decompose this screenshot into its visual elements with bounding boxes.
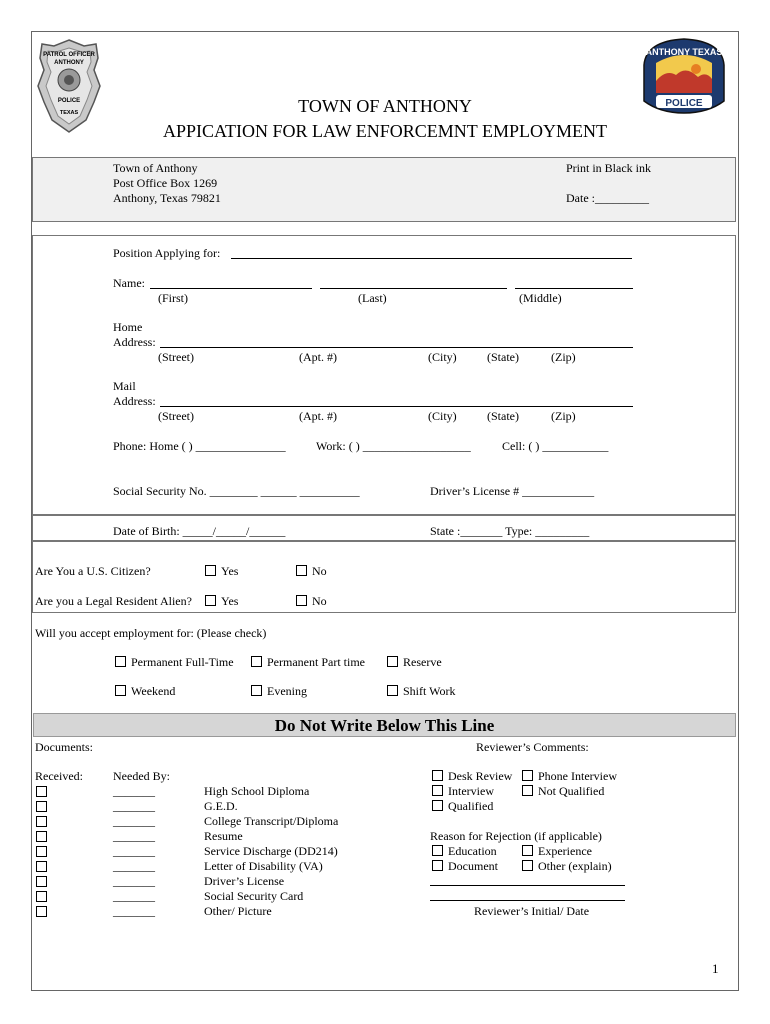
needed-by-line[interactable]: _______: [113, 874, 155, 888]
other-explain-label: Other (explain): [538, 859, 612, 873]
resident-no-checkbox[interactable]: [296, 595, 307, 606]
address-line3: Anthony, Texas 79821: [113, 191, 221, 205]
home-zip-label: (Zip): [551, 350, 576, 364]
experience-label: Experience: [538, 844, 592, 858]
phone-interview-checkbox[interactable]: [522, 770, 533, 781]
home-state-label: (State): [487, 350, 519, 364]
doc-item: College Transcript/Diploma: [204, 814, 339, 828]
home-city-label: (City): [428, 350, 457, 364]
first-label: (First): [158, 291, 188, 305]
do-not-write-banner: [33, 713, 736, 737]
received-checkbox[interactable]: [36, 801, 47, 812]
desk-review-label: Desk Review: [448, 769, 513, 783]
not-qualified-label: Not Qualified: [538, 784, 605, 798]
last-name-line[interactable]: [320, 288, 507, 289]
received-checkbox[interactable]: [36, 846, 47, 857]
qualified-checkbox[interactable]: [432, 800, 443, 811]
badge-right-top: ANTHONY TEXAS: [645, 47, 723, 57]
position-label: Position Applying for:: [113, 246, 221, 260]
needed-by-line[interactable]: _______: [113, 904, 155, 918]
evening-label: Evening: [267, 684, 307, 698]
mail-street-label: (Street): [158, 409, 194, 423]
education-checkbox[interactable]: [432, 845, 443, 856]
weekend-checkbox[interactable]: [115, 685, 126, 696]
received-checkbox[interactable]: [36, 861, 47, 872]
badge-right-bottom: POLICE: [665, 98, 703, 109]
name-label: Name:: [113, 276, 145, 290]
employment-question: Will you accept employment for: (Please check): [35, 626, 267, 640]
needed-by-label: Needed By:: [113, 769, 170, 783]
badge-left-line2: ANTHONY: [54, 60, 84, 66]
state-type-field[interactable]: State :_______ Type: _________: [430, 524, 590, 538]
interview-checkbox[interactable]: [432, 785, 443, 796]
banner-text: Do Not Write Below This Line: [274, 716, 495, 735]
evening-checkbox[interactable]: [251, 685, 262, 696]
received-checkbox[interactable]: [36, 816, 47, 827]
resident-question: Are you a Legal Resident Alien?: [35, 594, 192, 608]
mail-address-line[interactable]: [160, 406, 633, 407]
received-checkbox[interactable]: [36, 786, 47, 797]
part-time-checkbox[interactable]: [251, 656, 262, 667]
doc-item: Social Security Card: [204, 889, 304, 903]
citizen-question: Are You a U.S. Citizen?: [35, 564, 151, 578]
part-time-label: Permanent Part time: [267, 655, 365, 669]
page-subtitle: APPICATION FOR LAW ENFORCEMNT EMPLOYMENT: [163, 121, 607, 141]
doc-item: Driver’s License: [204, 874, 285, 888]
page-number: 1: [712, 961, 719, 976]
weekend-label: Weekend: [131, 684, 176, 698]
drivers-license-field[interactable]: Driver’s License # ____________: [430, 484, 595, 498]
date-field[interactable]: Date :_________: [566, 191, 649, 205]
citizen-no-checkbox[interactable]: [296, 565, 307, 576]
reserve-checkbox[interactable]: [387, 656, 398, 667]
home-phone-field[interactable]: Phone: Home ( ) _______________: [113, 439, 286, 453]
badge-left-line1: PATROL OFFICER: [43, 52, 95, 58]
last-label: (Last): [358, 291, 387, 305]
citizen-yes-label: Yes: [221, 564, 239, 578]
doc-item: Other/ Picture: [204, 904, 272, 918]
first-name-line[interactable]: [150, 288, 312, 289]
interview-label: Interview: [448, 784, 494, 798]
reserve-label: Reserve: [403, 655, 442, 669]
shift-work-checkbox[interactable]: [387, 685, 398, 696]
explain-line-1[interactable]: [430, 885, 625, 886]
rejection-label: Reason for Rejection (if applicable): [430, 829, 602, 843]
needed-by-line[interactable]: _______: [113, 844, 155, 858]
doc-item: Service Discharge (DD214): [204, 844, 338, 858]
mail-zip-label: (Zip): [551, 409, 576, 423]
ssn-field[interactable]: Social Security No. ________ ______ __________: [113, 484, 360, 498]
document-label: Document: [448, 859, 498, 873]
document-checkbox[interactable]: [432, 860, 443, 871]
received-checkbox[interactable]: [36, 831, 47, 842]
mail-state-label: (State): [487, 409, 519, 423]
doc-item: High School Diploma: [204, 784, 310, 798]
received-label: Received:: [35, 769, 83, 783]
education-label: Education: [448, 844, 497, 858]
resident-yes-label: Yes: [221, 594, 239, 608]
work-phone-field[interactable]: Work: ( ) __________________: [316, 439, 471, 453]
mail-address-label: Address:: [113, 394, 156, 408]
mail-label: Mail: [113, 379, 136, 393]
needed-by-line[interactable]: _______: [113, 814, 155, 828]
badge-left-line3: POLICE: [57, 98, 81, 104]
doc-item: G.E.D.: [204, 799, 238, 813]
needed-by-line[interactable]: _______: [113, 889, 155, 903]
full-time-label: Permanent Full-Time: [131, 655, 234, 669]
qualified-label: Qualified: [448, 799, 494, 813]
doc-item: Resume: [204, 829, 243, 843]
explain-line-2[interactable]: [430, 900, 625, 901]
home-label: Home: [113, 320, 143, 334]
other-explain-checkbox[interactable]: [522, 860, 533, 871]
home-address-line[interactable]: [160, 347, 633, 348]
resident-yes-checkbox[interactable]: [205, 595, 216, 606]
badge-left-line4: TEXAS: [59, 110, 79, 116]
home-street-label: (Street): [158, 350, 194, 364]
dob-field[interactable]: Date of Birth: _____/_____/______: [113, 524, 286, 538]
mail-apt-label: (Apt. #): [299, 409, 337, 423]
citizen-no-label: No: [312, 564, 327, 578]
middle-name-line[interactable]: [515, 288, 633, 289]
position-input-line[interactable]: [231, 258, 632, 259]
received-checkbox[interactable]: [36, 876, 47, 887]
documents-label: Documents:: [35, 740, 93, 754]
cell-phone-field[interactable]: Cell: ( ) ___________: [502, 439, 609, 453]
not-qualified-checkbox[interactable]: [522, 785, 533, 796]
resident-no-label: No: [312, 594, 327, 608]
reviewer-comments-label: Reviewer’s Comments:: [476, 740, 589, 754]
middle-label: (Middle): [519, 291, 562, 305]
address-line2: Post Office Box 1269: [113, 176, 218, 190]
desk-review-checkbox[interactable]: [432, 770, 443, 781]
home-address-label: Address:: [113, 335, 156, 349]
full-time-checkbox[interactable]: [115, 656, 126, 667]
doc-item: Letter of Disability (VA): [204, 859, 323, 873]
phone-interview-label: Phone Interview: [538, 769, 617, 783]
citizen-yes-checkbox[interactable]: [205, 565, 216, 576]
received-checkbox[interactable]: [36, 891, 47, 902]
needed-by-line[interactable]: _______: [113, 829, 155, 843]
needed-by-line[interactable]: _______: [113, 799, 155, 813]
mail-city-label: (City): [428, 409, 457, 423]
needed-by-line[interactable]: _______: [113, 784, 155, 798]
page-title: TOWN OF ANTHONY: [298, 96, 472, 116]
needed-by-line[interactable]: _______: [113, 859, 155, 873]
home-apt-label: (Apt. #): [299, 350, 337, 364]
experience-checkbox[interactable]: [522, 845, 533, 856]
address-line1: Town of Anthony: [113, 161, 198, 175]
received-checkbox[interactable]: [36, 906, 47, 917]
shift-work-label: Shift Work: [403, 684, 456, 698]
ink-note: Print in Black ink: [566, 161, 651, 175]
reviewer-initial-date-label: Reviewer’s Initial/ Date: [474, 904, 590, 918]
